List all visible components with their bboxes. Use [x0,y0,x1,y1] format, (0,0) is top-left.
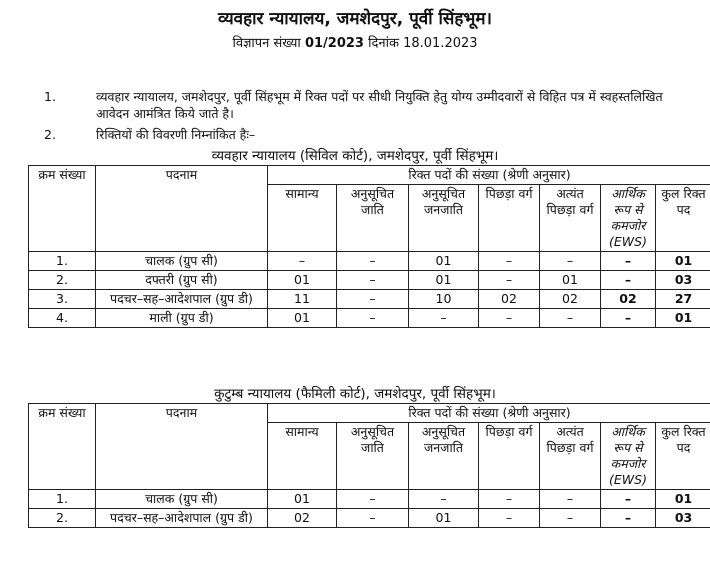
cell-total: 01 [656,490,710,509]
ad-label: विज्ञापन संख्या [232,36,301,51]
paragraph-1 [44,88,684,122]
cell-post: चालक (ग्रुप सी) [96,490,268,509]
cell-general: 01 [268,490,337,509]
col-ews: आर्थिक रूप से कमजोर (EWS) [601,185,656,252]
col-ebc: अत्यंत पिछड़ा वर्ग [540,185,601,252]
cell-serial: 2. [29,509,96,528]
cell-sc: – [337,290,409,309]
cell-sc: – [337,252,409,271]
col-post: पदनाम [96,166,268,252]
cell-bc: – [479,309,540,328]
cell-st: 01 [409,509,479,528]
cell-general: 01 [268,271,337,290]
cell-st: – [409,490,479,509]
col-sc: अनुसूचित जाति [337,185,409,252]
cell-serial: 3. [29,290,96,309]
vacancy-table-civil-court [28,165,710,328]
cell-general: 11 [268,290,337,309]
cell-post: दफ्तरी (ग्रुप सी) [96,271,268,290]
cell-ews: – [601,271,656,290]
cell-ebc: – [540,252,601,271]
col-serial: क्रम संख्या [29,404,96,490]
cell-serial: 1. [29,252,96,271]
col-serial: क्रम संख्या [29,166,96,252]
cell-sc: – [337,271,409,290]
table-row [29,490,710,509]
col-group-header: रिक्त पदों की संख्या (श्रेणी अनुसार) [268,166,710,185]
cell-serial: 2. [29,271,96,290]
cell-total: 03 [656,271,710,290]
paragraph-number: 1. [44,89,56,104]
document-title: व्यवहार न्यायालय, जमशेदपुर, पूर्वी सिंहभूम। [218,9,492,29]
table-row [29,271,710,290]
col-sc: अनुसूचित जाति [337,423,409,490]
cell-general: 02 [268,509,337,528]
cell-general: 01 [268,309,337,328]
cell-ews: 02 [601,290,656,309]
cell-total: 03 [656,509,710,528]
col-total: कुल रिक्त पद [656,423,710,490]
cell-post: चालक (ग्रुप सी) [96,252,268,271]
cell-bc: – [479,509,540,528]
table-header-row [29,404,710,423]
col-group-header: रिक्त पदों की संख्या (श्रेणी अनुसार) [268,404,710,423]
cell-bc: – [479,271,540,290]
cell-serial: 4. [29,309,96,328]
cell-general: – [268,252,337,271]
cell-st: 01 [409,252,479,271]
ad-number: 01/2023 [304,36,364,51]
cell-ebc: 02 [540,290,601,309]
table-row [29,252,710,271]
cell-sc: – [337,490,409,509]
col-general: सामान्य [268,185,337,252]
vacancy-table-family-court [28,403,710,528]
advertisement-line [0,33,710,51]
cell-total: 01 [656,252,710,271]
col-st: अनुसूचित जनजाति [409,185,479,252]
cell-ebc: – [540,509,601,528]
cell-st: 10 [409,290,479,309]
table-row [29,309,710,328]
col-st: अनुसूचित जनजाति [409,423,479,490]
table-row [29,509,710,528]
table-header-row [29,166,710,185]
cell-post: माली (ग्रुप डी) [96,309,268,328]
cell-st: – [409,309,479,328]
cell-serial: 1. [29,490,96,509]
date-label: दिनांक [368,36,399,51]
cell-ews: – [601,509,656,528]
cell-ebc: – [540,490,601,509]
paragraph-text: रिक्तियों की विवरणी निम्नांकित हैः– [96,127,256,142]
cell-total: 01 [656,309,710,328]
cell-ews: – [601,309,656,328]
cell-bc: – [479,490,540,509]
cell-ews: – [601,490,656,509]
paragraph-number: 2. [44,127,56,142]
cell-sc: – [337,509,409,528]
cell-sc: – [337,309,409,328]
ad-date: 18.01.2023 [403,36,478,51]
col-ews: आर्थिक रूप से कमजोर (EWS) [601,423,656,490]
cell-post: पदचर–सह–आदेशपाल (ग्रुप डी) [96,509,268,528]
cell-st: 01 [409,271,479,290]
table-caption-civil-court: व्यवहार न्यायालय (सिविल कोर्ट), जमशेदपुर, पूर्वी सिंहभूम। [211,148,499,164]
col-bc: पिछड़ा वर्ग [479,423,540,490]
col-bc: पिछड़ा वर्ग [479,185,540,252]
paragraph-2 [44,126,684,143]
cell-ews: – [601,252,656,271]
cell-post: पदचर–सह–आदेशपाल (ग्रुप डी) [96,290,268,309]
col-total: कुल रिक्त पद [656,185,710,252]
cell-bc: 02 [479,290,540,309]
table-caption-family-court: कुटुम्ब न्यायालय (फैमिली कोर्ट), जमशेदपुर, पूर्वी सिंहभूम। [214,386,496,402]
cell-ebc: 01 [540,271,601,290]
cell-ebc: – [540,309,601,328]
col-post: पदनाम [96,404,268,490]
cell-bc: – [479,252,540,271]
col-general: सामान्य [268,423,337,490]
table-row [29,290,710,309]
cell-total: 27 [656,290,710,309]
paragraph-text: व्यवहार न्यायालय, जमशेदपुर, पूर्वी सिंहभूम में रिक्त पदों पर सीधी नियुक्ति हेतु योग्य उम्मीदवारों से विहित पत्र में स्वहस्तलिखित आवेदन आमंत्रित किये जाते है। [96,89,663,121]
col-ebc: अत्यंत पिछड़ा वर्ग [540,423,601,490]
